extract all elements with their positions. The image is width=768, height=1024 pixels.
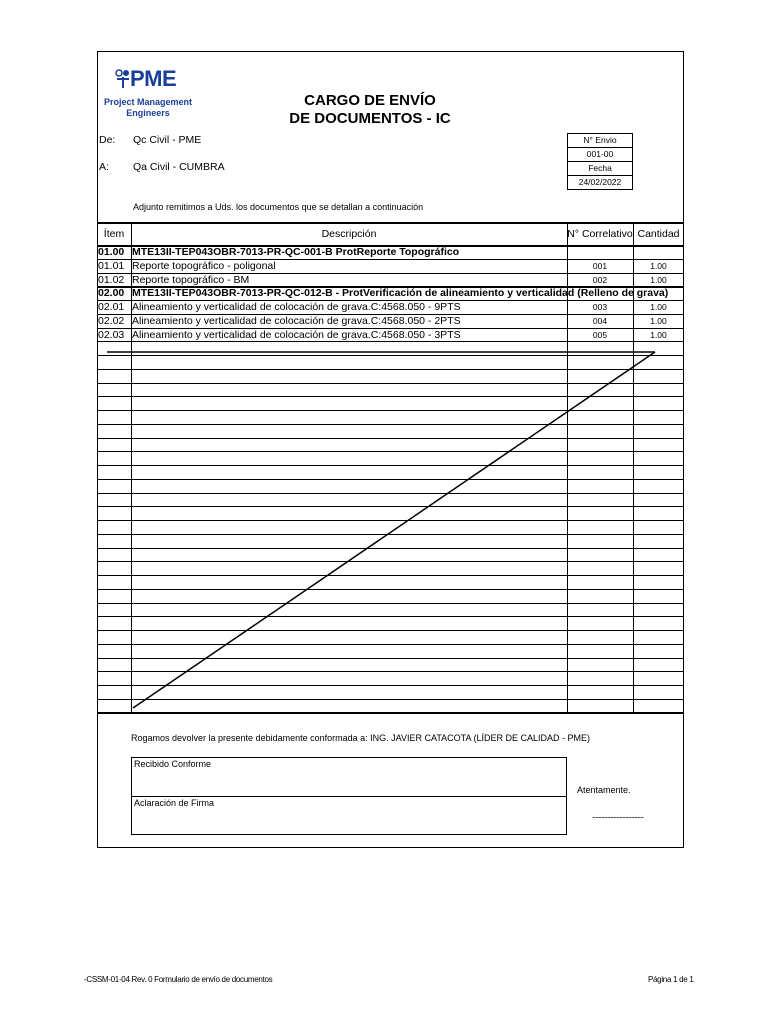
aclaracion-label: Aclaración de Firma [134, 798, 215, 808]
header-cantidad: Cantidad [637, 228, 680, 240]
row-description: Alineamiento y verticalidad de colocación de grava.C:4568.050 - 3PTS [132, 329, 461, 341]
fecha-value: 24/02/2022 [578, 177, 622, 187]
row-cantidad: 1.00 [650, 275, 667, 285]
row-description: MTE13II-TEP043OBR-7013-PR-QC-001-B ProtReporte Topográfico [132, 246, 460, 258]
row-correlativo: 003 [592, 302, 608, 312]
row-correlativo: 002 [592, 275, 608, 285]
fecha-label: Fecha [568, 162, 632, 176]
recibido-label: Recibido Conforme [134, 759, 212, 769]
intro-text: Adjunto remitimos a Uds. los documentos que se detallan a continuación [133, 202, 424, 212]
row-cantidad: 1.00 [650, 302, 667, 312]
row-correlativo: 001 [592, 261, 608, 271]
rogamos-text: Rogamos devolver la presente debidamente conformada a: ING. JAVIER CATACOTA (LÍDER DE CALIDAD - PME) [131, 733, 591, 743]
row-cantidad: 1.00 [650, 316, 667, 326]
row-correlativo: 005 [592, 330, 608, 340]
signature-divider [132, 796, 566, 797]
row-description: Alineamiento y verticalidad de colocación de grava.C:4568.050 - 9PTS [132, 301, 461, 313]
row-item-number: 02.01 [98, 301, 125, 313]
envio-value: 001-00 [568, 148, 632, 162]
envio-label: N° Envio [568, 134, 632, 148]
de-label: De: [99, 134, 116, 146]
row-item-number: 01.00 [98, 246, 125, 258]
row-correlativo: 004 [592, 316, 608, 326]
row-description: Reporte topográfico - poligonal [132, 260, 276, 272]
logo-brand: PME [130, 66, 177, 91]
row-item-number: 02.00 [98, 287, 125, 299]
footer-form-code: -CSSM-01-04 Rev. 0 Formulario de envío de documentos [84, 975, 273, 984]
title-line2: DE DOCUMENTOS - IC [289, 110, 451, 127]
header-descripcion: Descripción [321, 228, 377, 240]
row-cantidad: 1.00 [650, 330, 667, 340]
atentamente-text: Atentamente. [577, 785, 631, 795]
footer-page-number: Página 1 de 1 [648, 975, 694, 984]
signature-box [131, 757, 567, 835]
row-description: Alineamiento y verticalidad de colocación de grava.C:4568.050 - 2PTS [132, 315, 461, 327]
table-bottom-border [97, 712, 684, 714]
header-item: Ítem [103, 228, 125, 240]
a-value: Qa Civil - CUMBRA [133, 161, 225, 173]
row-item-number: 01.02 [98, 274, 125, 286]
row-item-number: 01.01 [98, 260, 125, 272]
logo-line1: Project Management [103, 97, 193, 107]
header-correlativo: N° Correlativo [567, 228, 633, 240]
firma-line: .................................. [592, 810, 644, 820]
logo-line2: Engineers [126, 108, 170, 118]
row-item-number: 02.03 [98, 329, 125, 341]
row-description: MTE13II-TEP043OBR-7013-PR-QC-012-B - ProtVerificación de alineamiento y verticalidad (Relleno de grava) [132, 287, 669, 299]
row-description: Reporte topográfico - BM [132, 274, 250, 286]
de-value: Qc Civil - PME [133, 134, 202, 146]
title-line1: CARGO DE ENVÍO [304, 92, 436, 109]
row-cantidad: 1.00 [650, 261, 667, 271]
row-item-number: 02.02 [98, 315, 125, 327]
a-label: A: [99, 161, 109, 173]
